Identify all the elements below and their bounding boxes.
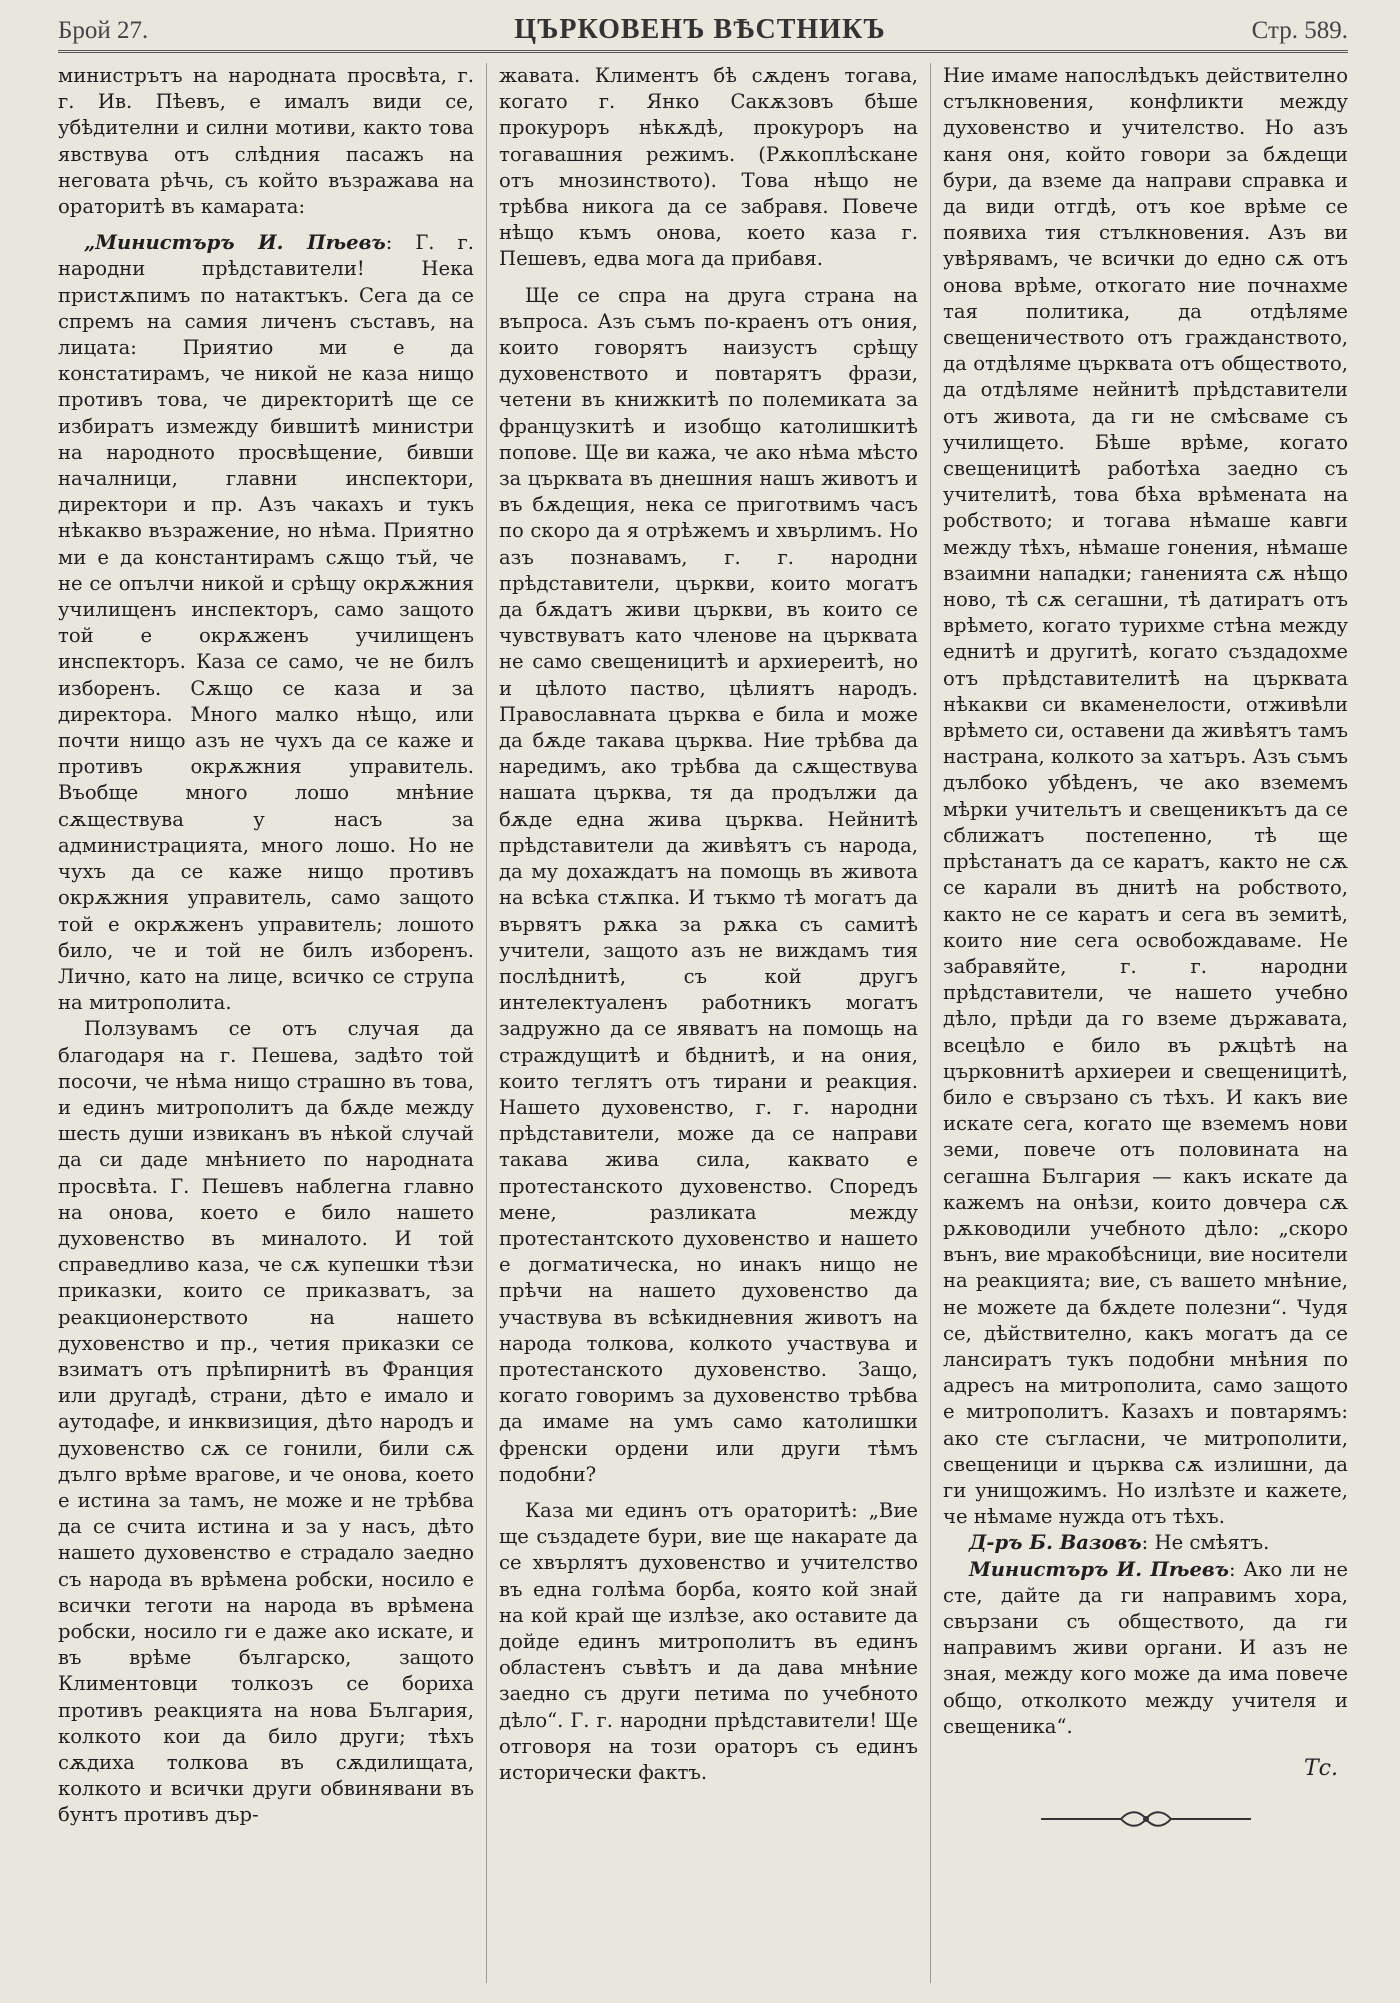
flourish-svg [1041,1808,1251,1830]
article-columns [58,63,1348,1983]
column-3 [930,63,1348,1983]
column-1 [58,63,486,1983]
page-number: Стр. 589. [1251,17,1348,44]
paragraph: Ще се спра на друга страна на въпроса. Азъ съмъ по-краенъ отъ ония, които говорятъ наизустъ срѣщу духовенството и повтарятъ фрази, четени въ книжкитѣ по полемиката за французкитѣ и изобщо католишкитѣ попове. Ще ви кажа, че ако нѣма мѣсто за църквата въ днешния нашъ животъ и въ бѫдещия, нека се приготвимъ часъ по скоро да я отрѣжемъ и хвърлимъ. Но азъ познавамъ, г. г. народни прѣдставители, църкви, които могатъ да бѫдатъ живи църкви, въ които се чувствуватъ като членове на църквата не само свещеницитѣ и архиереитѣ, но и цѣлото паство, цѣлиятъ народъ. Православната църква е била и може да бѫде такава църква. Ние трѣбва да наредимъ, ако трѣбва да сѫществува нашата църква, тя да продължи да бѫде една жива църква. Нейнитѣ прѣдставители да живѣятъ съ народа, да му дохаждатъ на помощь въ живота на всѣка стѫпка. И тъкмо тѣ могатъ да вървятъ рѫка за рѫка съ самитѣ учители, защото азъ не виждамъ тия послѣднитѣ, съ кой другъ интелектуаленъ работникъ могатъ задружно да се явяватъ на помощь на страждущитѣ и бѣднитѣ, и на ония, които теглятъ отъ тирани и реакция. Нашето духовенство, г. г. народни прѣдставители, може да се направи такава жива сила, каквато е протестанското духовенство. Споредъ мене, разликата между протестантското духовенство и нашето е догматическа, но инакъ нищо не прѣчи на нашето духовенство да участвува въ всѣкидневния животъ на народа толкова, колкото участвува и протестанското духовенство. Защо, когато говоримъ за духовенство трѣбва да имаме на умъ само католишки френски ордени или други тѣмъ подобни? [499,283,918,1486]
speaker-name: „Министъръ И. Пѣевъ [84,231,386,255]
paragraph: Ползувамъ се отъ случая да благодаря на г. Пешева, задѣто той посочи, че нѣма нищо страшно въ това, и единъ митрополитъ да бѫде между шесть души извиканъ въ нѣкой случай да си даде мнѣнието по народната просвѣта. Г. Пешевъ наблегна главно на онова, което е било нашето духовенство въ миналото. И той справедливо каза, че сѫ купешки тѣзи приказки, които се приказватъ, за реакционерството на нашето духовенство и пр., четия приказки се взиматъ отъ прѣпирнитѣ въ Франция или другадѣ, страни, дѣто е имало и аутодафе, и инквизиция, дѣто народъ и духовенство сѫ се гонили, били сѫ дълго врѣме врагове, и че онова, което е истина за тамъ, не може и не трѣбва да се счита истина и за у насъ, дѣто нашето духовенство е страдало заедно съ народа въ врѣмена робски, носило е всички теготи на народа въ врѣмена робски, носило ги е даже ако искате, и въ врѣме българско, защото Климентовци толкозъ се бориха противъ реакцията на нова България, колкото кои да било други; тѣхъ сѫдиха толкова въ сѫдилищата, колкото и всички други обвинявани въ бунтъ противъ дър- [58,1017,474,1827]
decorative-flourish-icon [943,1808,1348,1830]
column-2 [486,63,930,1983]
issue-number: Брой 27. [58,17,149,44]
paragraph [943,1557,1348,1740]
author-signature: Тс. [1304,1756,1338,1781]
speaker-name: Д-ръ Б. Вазовъ [969,1531,1142,1555]
paragraph: Каза ми единъ отъ ораторитѣ: „Вие ще създадете бури, вие ще накарате да се хвърлятъ духовенство и учителство въ една голѣма борба, която кой знай на кой край ще излѣзе, ако оставите да дойде единъ митрополитъ въ единъ областенъ съвѣтъ и да дава мнѣние заедно съ други петима по учебното дѣло“. Г. г. народни прѣдставители! Ще отговоря на този ораторъ съ единъ исторически фактъ. [499,1498,918,1784]
speech-text: : Не смѣятъ. [1141,1531,1270,1555]
page-header [58,14,1348,53]
newspaper-title: ЦЪРКОВЕНЪ ВѢСТНИКЪ [514,14,886,45]
paragraph [58,230,474,1016]
paragraph [943,1530,1348,1556]
paragraph: Ние имаме напослѣдъкъ действително стълкновения, конфликти между духовенство и учителство. Но азъ каня оня, който говори за бѫдещи бури, да вземе да направи справка и да види отгдѣ, отъ кое врѣме се появиха тия стълкновения. Азъ ви увѣрявамъ, че всички до едно сѫ отъ онова врѣме, откогато ние почнахме тая политика, да отдѣляме свещеничеството отъ гражданството, да отдѣляме църквата отъ обществото, да отдѣляме нейнитѣ прѣдставители отъ живота, да ги не смѣсваме съ училището. Бѣше врѣме, когато свещеницитѣ работѣха заедно съ учителитѣ, това бѣха врѣмената на робството; и тогава нѣмаше кавги между тѣхъ, нѣмаше гонения, нѣмаше взаимни нападки; ганенията сѫ нѣщо ново, тѣ сѫ сегашни, тѣ датиратъ отъ врѣмето, когато турихме стѣна между еднитѣ и другитѣ, когато създадохме отъ прѣдставителитѣ на църквата нѣкакви си вкаменелости, отживѣли врѣмето си, оставени да живѣятъ тамъ настрана, колкото за хатъръ. Азъ съмъ дълбоко убѣденъ, че ако вземемъ мѣрки учительтъ и свещеникътъ да се сближатъ постепенно, тѣ ще прѣстанатъ да се каратъ, както не сѫ се карали въ днитѣ на робството, както не се каратъ и сега въ земитѣ, които ние сега освобождаваме. Не забравяйте, г. г. народни прѣдставители, че нашето учебно дѣло, прѣди да го вземе държавата, всецѣло е било въ рѫцѣтѣ на църковнитѣ архиереи и свещеницитѣ, било е свързано съ тѣхъ. И какъ вие искате сега, когато ще вземемъ нови земи, повече отъ половината на сегашна България — какъ искате да кажемъ на онѣзи, които довчера сѫ рѫководили учебното дѣло: „скоро вънъ, вие мракобѣсници, вие носители на реакцията; вие, съ вашето мнѣние, не можете да бѫдете полезни“. Чудя се, дѣйствително, какъ могатъ да се лансиратъ тукъ подобни мнѣния по адресъ на митрополита, само защото е митрополитъ. Казахъ и повтарямъ: ако сте съгласни, че митрополити, свещеници и църква сѫ излишни, да ги унищожимъ. Но излѣзте и кажете, че нѣмаме нужда отъ тѣхъ. [943,64,1348,1529]
speech-text: : Г. г. народни прѣдставители! Нека пристѫпимъ по натактъкъ. Сега да се спремъ на самия личенъ съставъ, на лицата: Приятио ми е да констатирамъ, че никой не каза нищо противъ това, че директоритѣ ще се избиратъ измежду бившитѣ министри на народното просвѣщение, бивши началници, главни инспектори, директори и пр. Азъ чакахъ и тукъ нѣкакво възражение, но нѣма. Приятно ми е да константирамъ сѫщо тъй, че не се опълчи никой и срѣщу окрѫжния училищенъ инспекторъ, само защото той е окрѫженъ училищенъ инспекторъ. Каза се само, че не билъ изборенъ. Сѫщо се каза и за директора. Много малко нѣщо, или почти нищо азъ не чухъ да се каже и противъ окрѫжния управитель. Въобще много лошо мнѣние сѫществува у насъ за администрацията, много лошо. Но не чухъ да се каже нищо противъ окрѫжния управитель, само защото той е окрѫженъ управитель; лошото било, че и той не билъ изборенъ. Лично, като на лице, всичко се струпа на митрополита. [58,231,474,1015]
paragraph: министрътъ на народната просвѣта, г. г. Ив. Пѣевъ, е ималъ види се, убѣдителни и силни мотиви, както това явствува отъ слѣдния пасажъ на неговата рѣчь, съ който възражава на ораторитѣ въ камарата: [58,64,474,219]
speech-text: : Ако ли не сте, дайте да ги направимъ хора, свързани съ обществото, да ги направимъ живи органи. И азъ не зная, между кого може да има повече общо, отколкото между учителя и свещеника“. [943,1557,1348,1738]
paragraph: жавата. Климентъ бѣ сѫденъ тогава, когато г. Янко Сакѫзовъ бѣше прокуроръ нѣкѫдѣ, прокуроръ на тогавашния режимъ. (Рѫкоплѣскане отъ мнозинството). Това нѣщо не трѣбва никога да се забравя. Повече нѣщо къмъ онова, което каза г. Пешевъ, едва мога да прибавя. [499,64,918,271]
speaker-name: Министъръ И. Пѣевъ [969,1557,1230,1581]
